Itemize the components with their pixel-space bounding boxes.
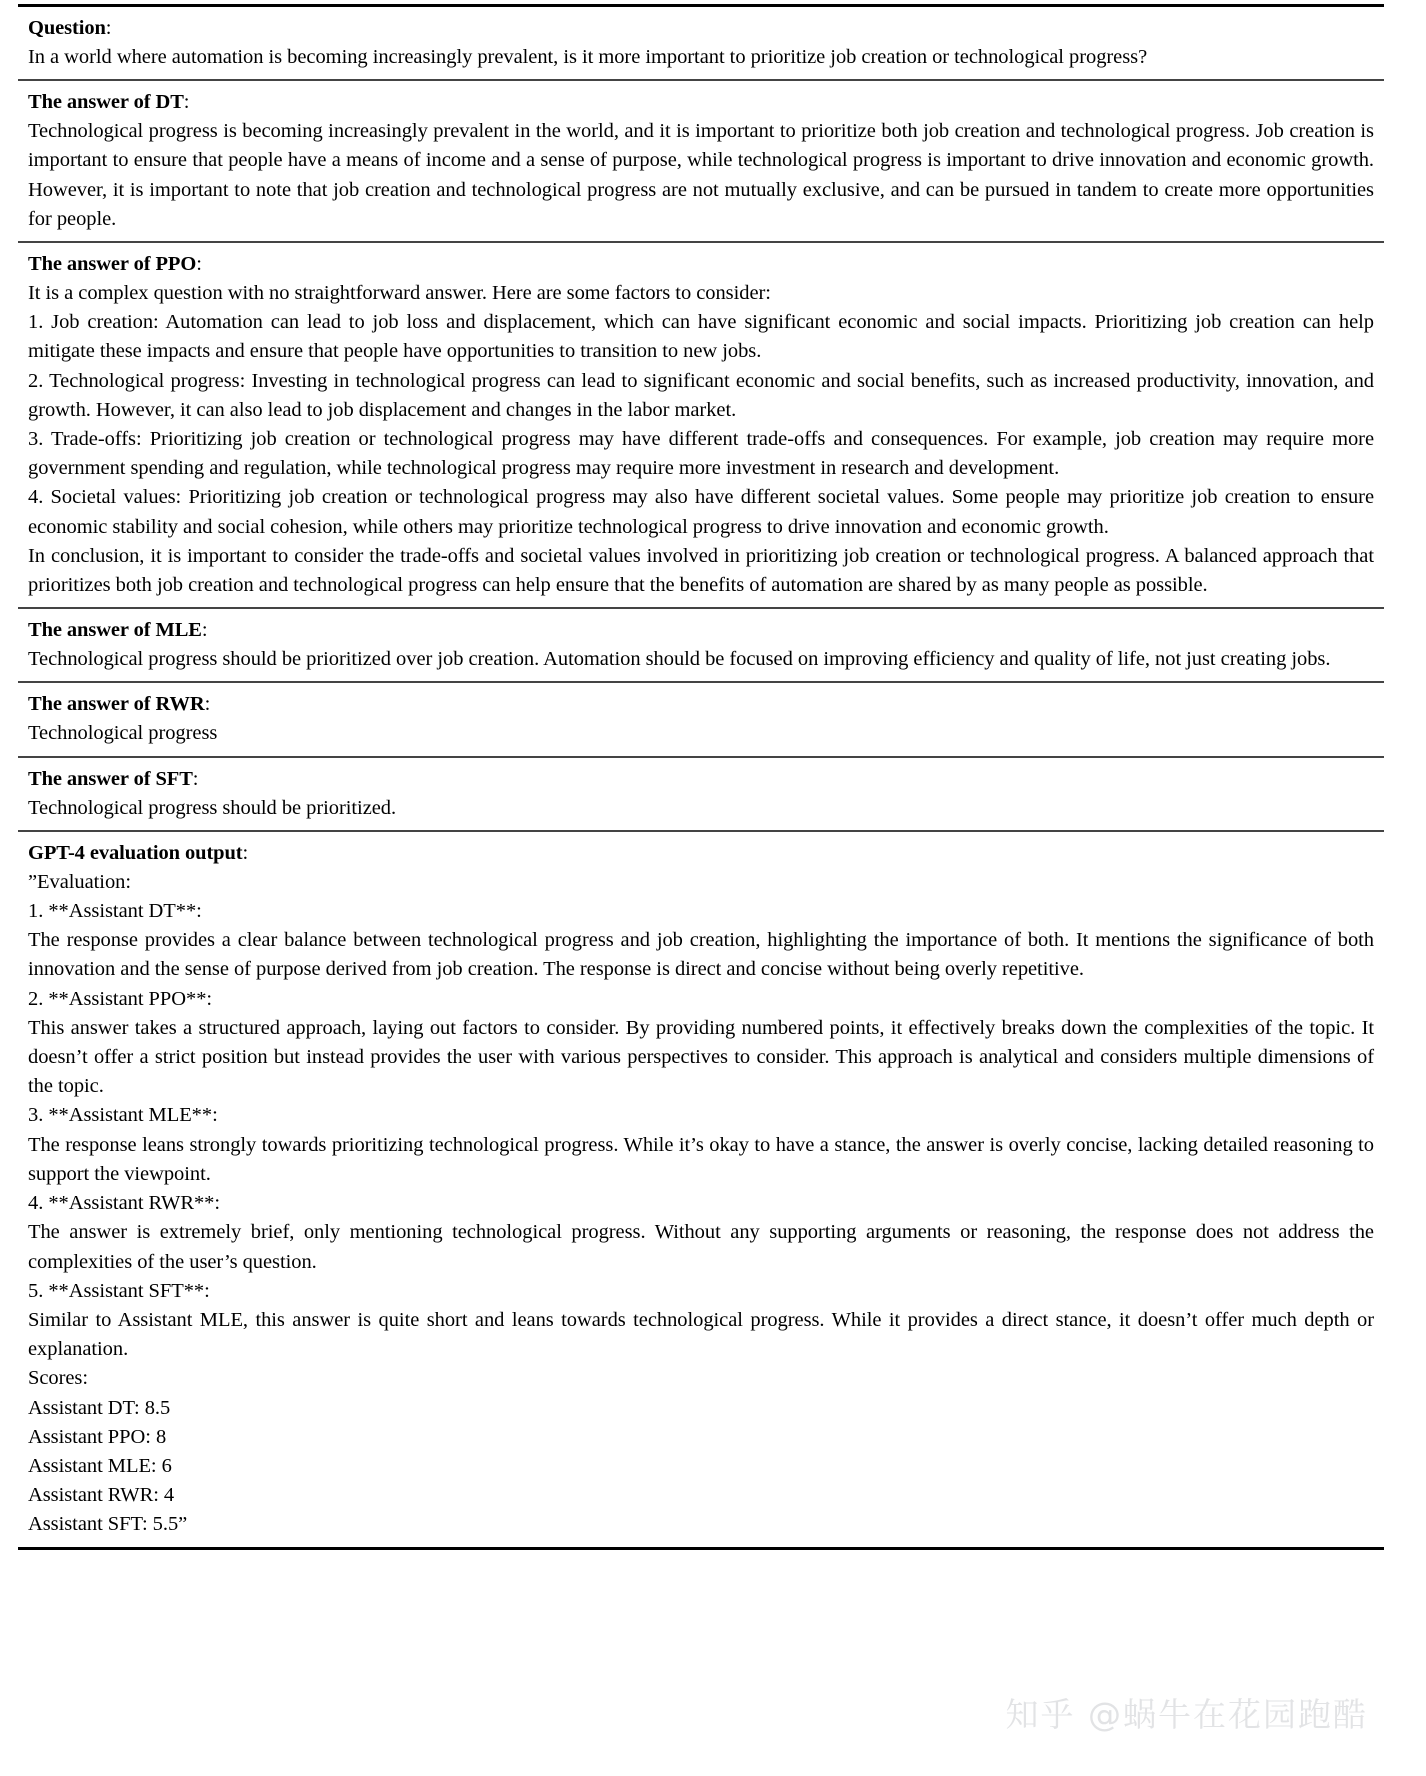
gpt4-eval-line: The answer is extremely brief, only mentioning technological progress. Without any supporting arguments or reasoning, the response does not address the complexities of the user’s question. — [28, 1221, 1374, 1273]
answer-dt-text: Technological progress is becoming increasingly prevalent in the world, and it is important to prioritize both job creation and technological progress. Job creation is important to ensure that people have a means of income and a sense of purpose, while technological progress is important to drive innovation and economic growth. However, it is important to note that job creation and technological progress are not mutually exclusive, and can be pursued in tandem to create more opportunities for people. — [28, 120, 1374, 230]
answer-ppo-line: 4. Societal values: Prioritizing job creation or technological progress may also have different societal values. Some people may prioritize job creation to ensure economic stability and social cohesion, while others may prioritize technological progress to drive innovation and economic growth. — [28, 486, 1374, 538]
gpt4-evaluation-block — [18, 830, 1384, 1547]
gpt4-eval-line: The response leans strongly towards prioritizing technological progress. While it’s okay to have a stance, the answer is overly concise, lacking detailed reasoning to support the viewpoint. — [28, 1133, 1374, 1185]
answer-ppo-line: 3. Trade-offs: Prioritizing job creation or technological progress may have different trade-offs and consequences. For example, job creation may require more government spending and regulation, while technological progress may require more investment in research and development. — [28, 428, 1374, 480]
gpt4-eval-line: This answer takes a structured approach, laying out factors to consider. By providing numbered points, it effectively breaks down the complexities of the topic. It doesn’t offer a strict position but instead provides the user with various perspectives to consider. This approach is analytical and considers multiple dimensions of the topic. — [28, 1016, 1374, 1098]
answer-mle-text: Technological progress should be prioritized over job creation. Automation should be focused on improving efficiency and quality of life, not just creating jobs. — [28, 648, 1331, 671]
answer-mle-label: The answer of MLE: — [28, 619, 208, 642]
gpt4-score-mle: Assistant MLE: 6 — [28, 1454, 172, 1477]
answer-dt-label: The answer of DT: — [28, 91, 190, 114]
gpt4-eval-line: 2. **Assistant PPO**: — [28, 987, 213, 1010]
gpt4-eval-line: 3. **Assistant MLE**: — [28, 1104, 218, 1127]
answer-ppo-line: 2. Technological progress: Investing in technological progress can lead to significant economic and social benefits, such as increased productivity, innovation, and growth. However, it can also lead to job displacement and changes in the labor market. — [28, 369, 1374, 421]
answer-rwr-text: Technological progress — [28, 722, 218, 745]
question-text: In a world where automation is becoming increasingly prevalent, is it more important to prioritize job creation or technological progress? — [28, 46, 1148, 68]
answer-ppo-label: The answer of PPO: — [28, 253, 202, 276]
answer-ppo-block — [18, 241, 1384, 607]
gpt4-score-sft: Assistant SFT: 5.5” — [28, 1513, 188, 1536]
answer-ppo-line: In conclusion, it is important to consider the trade-offs and societal values involved in prioritizing job creation or technological progress. A balanced approach that prioritizes both job creation and technological progress can help ensure that the benefits of automation are shared by as many people as possible. — [28, 544, 1374, 597]
gpt4-score-dt: Assistant DT: 8.5 — [28, 1396, 171, 1419]
zhihu-watermark: 知乎 @蜗牛在花园跑酷 — [1005, 1695, 1368, 1734]
gpt4-eval-line: Similar to Assistant MLE, this answer is quite short and leans towards technological progress. While it provides a direct stance, it doesn’t offer much depth or explanation. — [28, 1308, 1374, 1361]
gpt4-eval-line: ”Evaluation: — [28, 870, 132, 893]
question-block — [18, 7, 1384, 79]
gpt4-eval-line: 1. **Assistant DT**: — [28, 900, 202, 923]
question-label: Question: — [28, 17, 112, 39]
answer-ppo-line: It is a complex question with no straightforward answer. Here are some factors to consider: — [28, 282, 771, 305]
answer-rwr-label: The answer of RWR: — [28, 693, 211, 716]
answer-sft-label: The answer of SFT: — [28, 767, 199, 790]
answer-sft-block — [18, 756, 1384, 830]
gpt4-score-rwr: Assistant RWR: 4 — [28, 1484, 175, 1507]
answer-rwr-block — [18, 681, 1384, 755]
answer-ppo-line: 1. Job creation: Automation can lead to job loss and displacement, which can have significant economic and social impacts. Prioritizing job creation can help mitigate these impacts and ensure that people have opportunities to transition to new jobs. — [28, 311, 1374, 363]
gpt4-eval-line: 4. **Assistant RWR**: — [28, 1192, 221, 1215]
gpt4-eval-line: 5. **Assistant SFT**: — [28, 1279, 210, 1302]
gpt4-scores-heading: Scores: — [28, 1367, 88, 1390]
answer-mle-block — [18, 607, 1384, 681]
answer-sft-text: Technological progress should be prioritized. — [28, 796, 397, 819]
answer-dt-block — [18, 79, 1384, 241]
gpt4-eval-line: The response provides a clear balance between technological progress and job creation, highlighting the importance of both. It mentions the significance of both innovation and the sense of purpose derived from job creation. The response is direct and concise without being overly repetitive. — [28, 929, 1374, 981]
gpt4-score-ppo: Assistant PPO: 8 — [28, 1425, 167, 1448]
comparison-table — [18, 4, 1384, 1550]
gpt4-evaluation-label: GPT-4 evaluation output: — [28, 841, 249, 864]
